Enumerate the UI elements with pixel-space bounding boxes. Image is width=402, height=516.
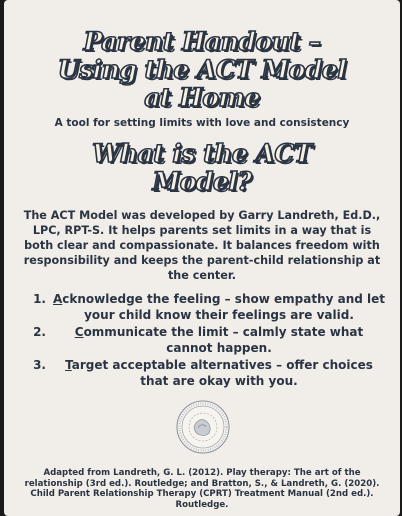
step-description: ommunicate the limit – calmly state what cannot happen.: [83, 325, 364, 355]
section-title: What is the ACT Model?: [92, 139, 312, 196]
step-initial: T: [65, 358, 72, 372]
step-description: cknowledge the feeling – show empathy and let your child know their feelings are valid.: [62, 292, 386, 322]
handout-tagline: A tool for setting limits with love and consistency: [54, 117, 350, 129]
step-text: [52, 325, 386, 356]
handout-page: [4, 0, 400, 516]
intro-paragraph: The ACT Model was developed by Garry Landreth, Ed.D., LPC, RPT-S. It helps parents set limits in a way that is both clear and compassionate. It balances freedom with responsibility and keeps the parent-child relationship at the center.: [23, 209, 381, 282]
circular-seal-logo-icon: [176, 400, 230, 454]
act-step-acknowledge: [24, 292, 386, 323]
act-step-target: [24, 358, 386, 389]
step-number: 2.: [33, 325, 46, 339]
act-step-communicate: [24, 325, 386, 356]
step-initial: C: [74, 325, 84, 339]
handout-title: Parent Handout – Using the ACT Model at Home: [57, 27, 347, 112]
step-description: arget acceptable alternatives – offer choices that are okay with you.: [71, 358, 373, 388]
step-text: [52, 292, 386, 323]
citation-text: Adapted from Landreth, G. L. (2012). Play therapy: The art of the relationship (3rd ed.). Routledge; and Bratton, S., & Landreth, G. (2020). Child Parent Relationship Therapy (CPRT) Treatment Manual (2nd ed.). Routledge.: [24, 468, 380, 510]
step-number: 3.: [33, 358, 46, 372]
step-number: 1.: [33, 292, 46, 306]
step-initial: A: [52, 292, 63, 306]
act-steps-list: [24, 292, 386, 391]
step-text: [52, 358, 386, 389]
